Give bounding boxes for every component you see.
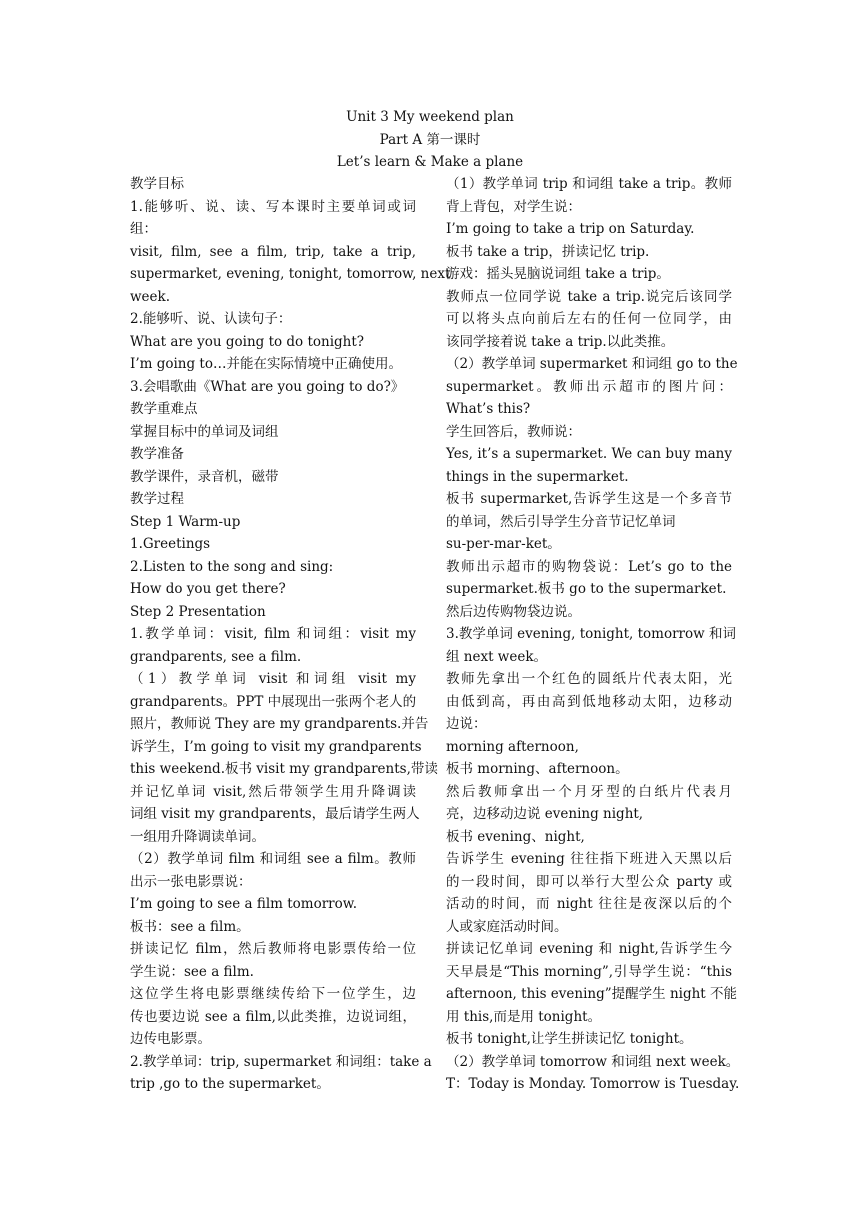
left-column-text-line: 照片，教师说 They are my grandparents.并告 [130,716,429,732]
right-column-text-line: 板书 evening、night, [446,828,585,845]
right-column-text-line: 可以将头点向前后左右的任何一位同学，由 [446,311,732,327]
right-column-text-line: 该同学接着说 take a trip.以此类推。 [446,333,675,350]
left-column-text-line: 2.能够听、说、认读句子： [130,311,292,327]
right-column-text-line: 游戏：摇头晃脑说词组 take a trip。 [446,266,670,282]
left-column-text-line: Step 1 Warm-up [130,513,241,530]
left-column-text-line: 传也要边说 see a film,以此类推，边说词组， [130,1008,416,1025]
left-column-text-line: 教学重难点 [130,401,198,417]
left-column-text-line: 板书：see a film。 [130,918,250,935]
right-column-text-line: morning afternoon, [446,738,579,755]
right-column-text-line: su-per-mar-ket。 [446,536,561,552]
left-column-text-line: 并记忆单词 visit,然后带领学生用升降调读 [130,783,416,800]
right-column-text-line: 的一段时间，即可以举行大型公众 party 或 [446,873,732,890]
right-column-text-line: T：Today is Monday. Tomorrow is Tuesday. [446,1076,740,1092]
left-column-text-line: grandparents。PPT 中展现出一张两个老人的 [130,693,417,710]
right-column-text-line: 告诉学生 evening 往往指下班进入天黑以后 [446,851,732,867]
left-column-text-line: 1.教学单词：visit, film 和词组：visit my [130,626,416,642]
left-column-text-line: 2.Listen to the song and sing: [130,558,334,575]
right-column-text-line: 板书 tonight,让学生拼读记忆 tonight。 [446,1031,693,1047]
left-column-text-line: I’m going to see a film tomorrow. [130,896,357,912]
right-column-text-line: 教师先拿出一个红色的圆纸片代表太阳，光 [446,671,732,687]
lesson-part: Part A 第一课时 [379,131,481,148]
right-column-text-line: 学生回答后，教师说： [446,423,581,440]
left-column-text-line: trip ,go to the supermarket。 [130,1076,330,1092]
unit-title: Unit 3 My weekend plan [346,109,514,125]
left-column-text-line: grandparents, see a film. [130,648,302,665]
right-column-text-line: 然后教师拿出一个月牙型的白纸片代表月 [446,783,732,800]
left-column-text-line: I’m going to…并能在实际情境中正确使用。 [130,356,402,372]
right-column-text-line: 拼读记忆单词 evening 和 night,告诉学生今 [446,941,732,957]
right-column-text-line: （2）教学单词 supermarket 和词组 go to the [446,356,738,372]
left-column-text-line: 3.会唱歌曲《What are you going to do?》 [130,378,405,395]
left-column-text-line: 2.教学单词：trip, supermarket 和词组：take a [130,1053,432,1070]
right-column-text-line: （1）教学单词 trip 和词组 take a trip。教师 [446,176,732,192]
left-column-text-line: 教学过程 [130,491,184,507]
right-column-text-line: 板书 supermarket,告诉学生这是一个多音节 [446,491,732,507]
left-column-text-line: （1）教学单词 visit 和词组 visit my [130,671,416,687]
left-column-text-line: 1.能够听、说、读、写本课时主要单词或词 [130,198,416,215]
lesson-subtitle: Let’s learn & Make a plane [336,154,524,170]
right-column-text-line: 板书 morning、afternoon。 [446,761,629,777]
left-column-text-line: 教学目标 [130,176,184,192]
right-column-text-line: afternoon, this evening”提醒学生 night 不能 [446,986,738,1002]
left-column-text-line: 拼读记忆 film，然后教师将电影票传给一位 [130,941,416,957]
right-column-text-line: 组 next week。 [446,648,548,665]
right-column-text-line: 用 this,而是用 tonight。 [446,1008,602,1025]
left-column-text-line: How do you get there? [130,581,286,597]
right-column-text-line: 然后边传购物袋边说。 [446,603,581,620]
right-column-text-line: supermarket.板书 go to the supermarket. [446,581,727,597]
left-column-text-line: 一组用升降调读单词。 [130,828,265,845]
left-column-text-line: 教学课件，录音机，磁带 [130,468,279,485]
left-column-text-line: 词组 visit my grandparents，最后请学生两人 [130,806,420,822]
left-column-text-line: 学生说：see a film. [130,963,254,980]
right-column-text-line: What’s this? [446,401,531,417]
left-column-text-line: 诉学生，I’m going to visit my grandparents [130,738,422,755]
right-column-text-line: 亮，边移动边说 evening night, [446,806,644,822]
right-column-text-line: 活动的时间，而 night 往往是夜深以后的个 [446,896,732,912]
right-column-text-line: 的单词，然后引导学生分音节记忆单词 [446,513,676,530]
left-column-text-line: 边传电影票。 [130,1031,211,1047]
right-column-text-line: （2）教学单词 tomorrow 和词组 next week。 [446,1053,740,1070]
left-column-text-line: visit, film, see a film, trip, take a trip, [130,243,416,260]
right-column-text-line: 边说： [446,716,487,732]
right-column-text-line: 3.教学单词 evening, tonight, tomorrow 和词 [446,626,736,642]
left-column-text-line: What are you going to do tonight? [130,333,365,350]
right-column-text-line: supermarket。教师出示超市的图片问： [446,378,732,395]
right-column-text-line: 背上背包，对学生说： [446,198,581,215]
right-column-text-line: 教师出示超市的购物袋说：Let’s go to the [446,558,732,575]
right-column-text-line: 天早晨是“This morning”,引导学生说：“this [446,963,732,980]
right-column-text-line: 由低到高，再由高到低地移动太阳，边移动 [446,693,732,710]
right-column [446,173,740,1096]
right-column-text-line: 人或家庭活动时间。 [446,918,568,935]
left-column-text-line: Step 2 Presentation [130,603,266,620]
left-column-text-line: 教学准备 [130,446,184,462]
left-column-text-line: supermarket, evening, tonight, tomorrow, next [130,266,451,282]
left-column-text-line: 这位学生将电影票继续传给下一位学生，边 [130,986,416,1002]
right-column-text-line: things in the supermarket. [446,468,629,485]
right-column-text-line: Yes, it’s a supermarket. We can buy many [446,446,732,462]
left-column-text-line: 组： [130,221,157,237]
left-column-text-line: （2）教学单词 film 和词组 see a film。教师 [130,851,416,867]
right-column-text-line: 板书 take a trip，拼读记忆 trip. [446,243,650,260]
right-column-text-line: I’m going to take a trip on Saturday. [446,221,695,237]
left-column [130,173,451,1096]
left-column-text-line: 掌握目标中的单词及词组 [130,423,279,440]
left-column-text-line: 出示一张电影票说： [130,873,252,890]
left-column-text-line: this weekend.板书 visit my grandparents,带读 [130,761,438,777]
right-column-text-line: 教师点一位同学说 take a trip.说完后该同学 [446,288,732,305]
left-column-text-line: 1.Greetings [130,536,211,552]
document-header [0,106,860,174]
left-column-text-line: week. [130,288,171,305]
